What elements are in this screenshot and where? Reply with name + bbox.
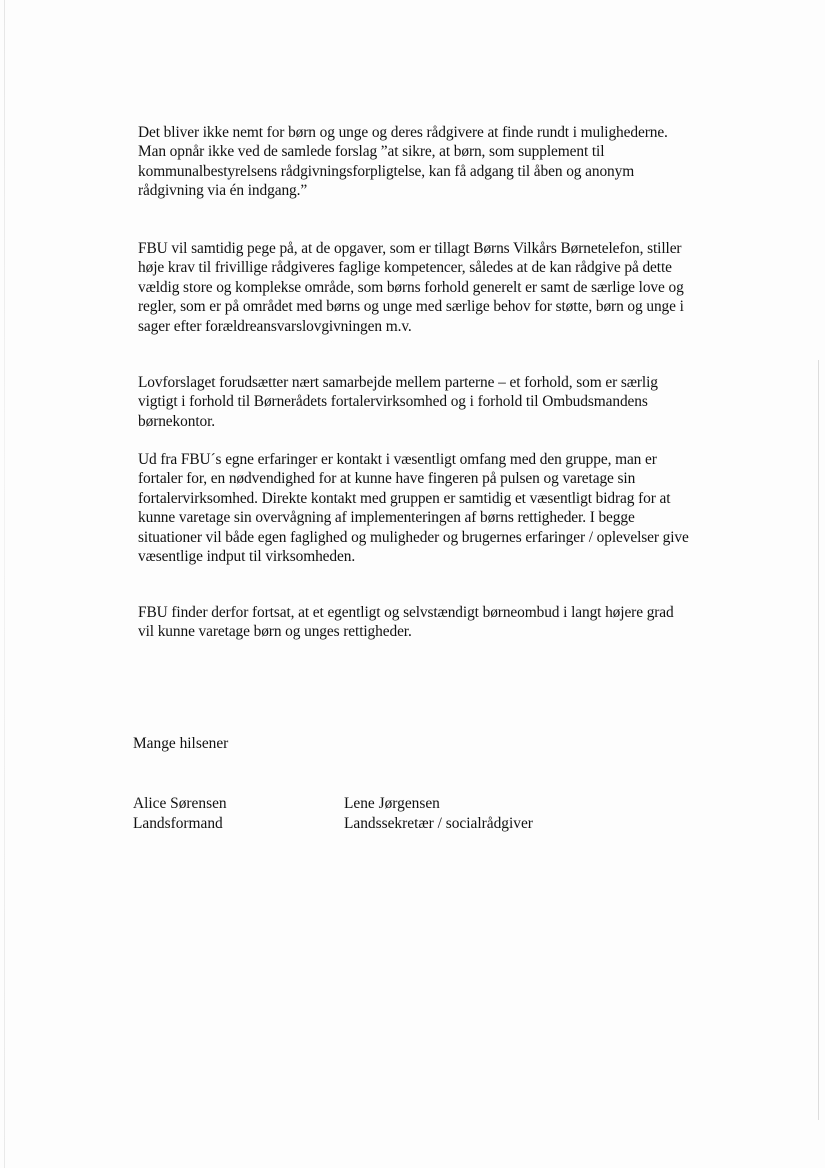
- signature-block-1: [133, 794, 227, 833]
- signatory-title: Landssekretær / socialrådgiver: [344, 814, 533, 832]
- text-line: vil kunne varetage børn og unges rettigheder.: [138, 623, 412, 641]
- paragraph-3: [138, 373, 748, 431]
- scan-edge-right: [818, 360, 819, 1120]
- signature-block-2: [344, 794, 533, 833]
- text-line: kommunalbestyrelsens rådgivningsforpligtelse, kan få adgang til åben og anonym: [138, 162, 635, 180]
- paragraph-5: [138, 603, 748, 642]
- paragraph-1: [138, 123, 748, 201]
- text-line: fortalervirksomhed. Direkte kontakt med gruppen er samtidig et væsentligt bidrag for at: [138, 489, 671, 507]
- text-line: fortaler for, en nødvendighed for at kunne have fingeren på pulsen og varetage sin: [138, 470, 636, 488]
- text-line: Lovforslaget forudsætter nært samarbejde mellem parterne – et forhold, som er særlig: [138, 374, 658, 391]
- text-line: sager efter forældreansvarslovgivningen m.v.: [138, 317, 412, 335]
- text-line: regler, som er på området med børns og unge med særlige behov for støtte, børn og unge i: [138, 298, 684, 316]
- text-line: høje krav til frivillige rådgiveres faglige kompetencer, således at de kan rådgive på dette: [138, 259, 672, 277]
- text-line: rådgivning via én indgang.”: [138, 182, 308, 200]
- text-line: Det bliver ikke nemt for børn og unge og deres rådgivere at finde rundt i mulighederne.: [138, 124, 668, 141]
- signatory-title: Landsformand: [133, 814, 223, 832]
- signatory-name: Alice Sørensen: [133, 795, 227, 812]
- text-line: FBU finder derfor fortsat, at et egentligt og selvstændigt børneombud i langt højere grad: [138, 604, 674, 621]
- text-line: FBU vil samtidig pege på, at de opgaver, som er tillagt Børns Vilkårs Børnetelefon, stiller: [138, 240, 682, 257]
- text-line: situationer vil både egen faglighed og muligheder og brugernes erfaringer / oplevelser give: [138, 528, 689, 546]
- paragraph-2: [138, 239, 748, 336]
- text-line: kunne varetage sin overvågning af implementeringen af børns rettigheder. I begge: [138, 509, 635, 527]
- text-line: vigtigt i forhold til Børnerådets fortalervirksomhed og i forhold til Ombudsmandens: [138, 393, 648, 411]
- signatory-name: Lene Jørgensen: [344, 795, 440, 812]
- text-line: væsentlige indput til virksomheden.: [138, 548, 356, 566]
- closing-greeting: Mange hilsener: [133, 735, 229, 752]
- text-line: Ud fra FBU´s egne erfaringer er kontakt i væsentligt omfang med den gruppe, man er: [138, 451, 657, 468]
- paragraph-4: [138, 450, 748, 566]
- text-line: vældig store og komplekse område, som børns forhold generelt er samt de særlige love og: [138, 278, 684, 296]
- text-line: Man opnår ikke ved de samlede forslag ”at sikre, at børn, som supplement til: [138, 143, 605, 161]
- text-line: børnekontor.: [138, 412, 216, 430]
- scan-edge-left: [4, 0, 5, 1168]
